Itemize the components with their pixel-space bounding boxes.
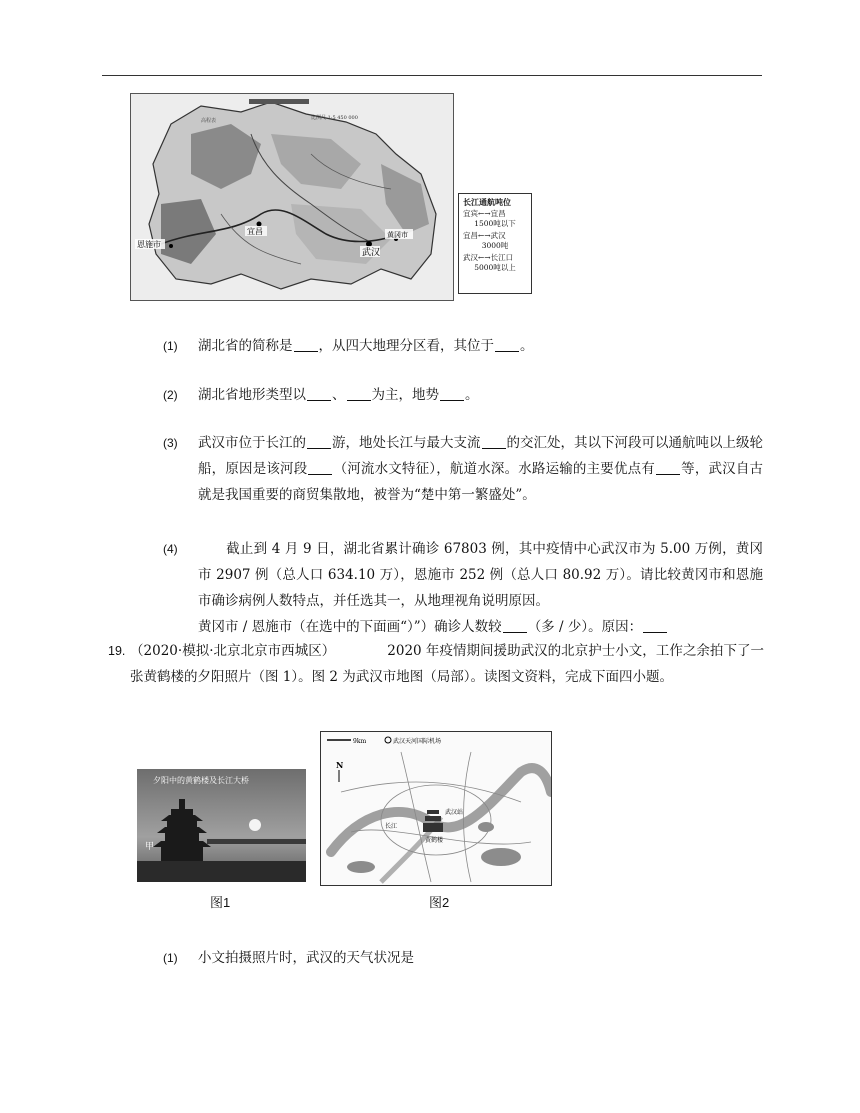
question-fragment: 黄冈市 / 恩施市（在选中的下面画“）”）确诊人数较 (198, 619, 502, 635)
figure-1-title: 夕阳中的黄鹤楼及长江大桥 (153, 776, 249, 785)
north-arrow-icon: N (336, 760, 344, 770)
answer-blank[interactable] (347, 386, 371, 401)
answer-blank[interactable] (643, 618, 667, 633)
answer-blank[interactable] (656, 460, 680, 475)
legend-route: 宜昌←→武汉 (463, 231, 506, 240)
question-number: (1) (163, 951, 178, 965)
figure-2-map (320, 731, 552, 886)
question-text: 小文拍摄照片时，武汉的天气状况是 (198, 950, 414, 966)
question-fragment: 2020 年疫情期间援助武汉的北京护士小文，工作之余拍下了一张黄鹤楼的夕阳照片（图 1）。图 2 为武汉市地图（局部）。读图文资料，完成下面四小题。 (130, 643, 764, 685)
legend-tonnage: 5000吨以上 (474, 263, 516, 272)
answer-blank[interactable] (503, 618, 527, 633)
question-fragment: 。 (520, 338, 534, 354)
question-fragment: ，从四大地理分区看，其位于 (318, 338, 494, 354)
figure-1-photo (137, 769, 306, 882)
answer-blank[interactable] (440, 386, 464, 401)
question-text (198, 382, 763, 408)
hubei-map (130, 93, 454, 301)
question-fragment: 。 (465, 387, 479, 403)
yangtze-tonnage-legend (458, 193, 532, 294)
question-fragment: 的交汇处，其以下河段可以通航吨以上级轮船，原因是该河段 (198, 435, 763, 477)
question-text (198, 536, 763, 640)
legend-title: 长江通航吨位 (463, 197, 511, 207)
map-label-wuhan: 武汉 (362, 248, 381, 258)
map-scale: 比例尺 1:5 450 000 (311, 115, 358, 121)
question-19 (108, 638, 764, 690)
legend-tonnage: 3000吨 (481, 241, 509, 250)
legend-route: 宜宾←→宜昌 (463, 209, 506, 218)
question-text (198, 430, 763, 508)
question-fragment: （多 / 少）。原因： (527, 619, 643, 635)
figure-2-wuhan-station: 武汉站 (445, 809, 464, 816)
question-number: (2) (163, 388, 178, 402)
question-number: (3) (163, 436, 178, 450)
map-label-yichang: 宜昌 (247, 227, 263, 236)
figure-2-airport: 武汉天河国际机场 (393, 738, 442, 745)
legend-tonnage: 1500吨以下 (474, 219, 516, 228)
question-fragment: 截止到 4 月 9 日，湖北省累计确诊 67803 例，其中疫情中心武汉市为 5.00 万例，黄冈市 2907 例（总人口 634.10 万），恩施市 252 例（总人口 80.92 万）。请比较黄冈市和恩施市确诊病例人数特点，并任选其一，从地理视角说明原因。 (198, 541, 763, 609)
question-fragment: （河流水文特征），航道水深。水路运输的主要优点有 (333, 461, 655, 477)
answer-blank[interactable] (308, 460, 332, 475)
map-label-enshi: 恩施市 (137, 240, 161, 249)
figure-2-river: 长江 (385, 823, 398, 830)
question-text (198, 333, 763, 359)
question-fragment: 为主，地势 (371, 387, 439, 403)
figure-2-scale: 9km (353, 738, 367, 745)
question-fragment: 湖北省地形类型以 (198, 387, 306, 403)
question-source: （2020·模拟·北京北京市西城区） (130, 643, 336, 659)
answer-blank[interactable] (294, 337, 318, 352)
map-legend-small: 高程表 (201, 118, 217, 124)
question-fragment: 武汉市位于长江的 (198, 435, 306, 451)
question-fragment: 、 (332, 387, 346, 403)
answer-blank[interactable] (495, 337, 519, 352)
header-rule (102, 75, 762, 76)
question-fragment: 游，地处长江与最大支流 (332, 435, 481, 451)
question-number: (1) (163, 339, 178, 353)
question-fragment: 湖北省的简称是 (198, 338, 293, 354)
question-number: (4) (163, 542, 178, 556)
figure-1-caption: 图1 (210, 895, 231, 910)
map-label-huanggang: 黄冈市 (387, 231, 408, 239)
question-number: 19. (108, 644, 126, 658)
answer-blank[interactable] (307, 434, 331, 449)
question-fragment: 等，武汉自古就是我国重要的商贸集散地，被誉为“楚中第一繁盛处”。 (198, 461, 764, 503)
legend-route: 武汉←→长江口 (463, 253, 514, 262)
figure-1-mark: 甲 (145, 842, 155, 852)
figure-2-tower: 黄鹤楼 (425, 837, 444, 844)
figure-2-caption: 图2 (429, 895, 450, 910)
answer-blank[interactable] (482, 434, 506, 449)
question-text (108, 638, 764, 690)
answer-blank[interactable] (307, 386, 331, 401)
